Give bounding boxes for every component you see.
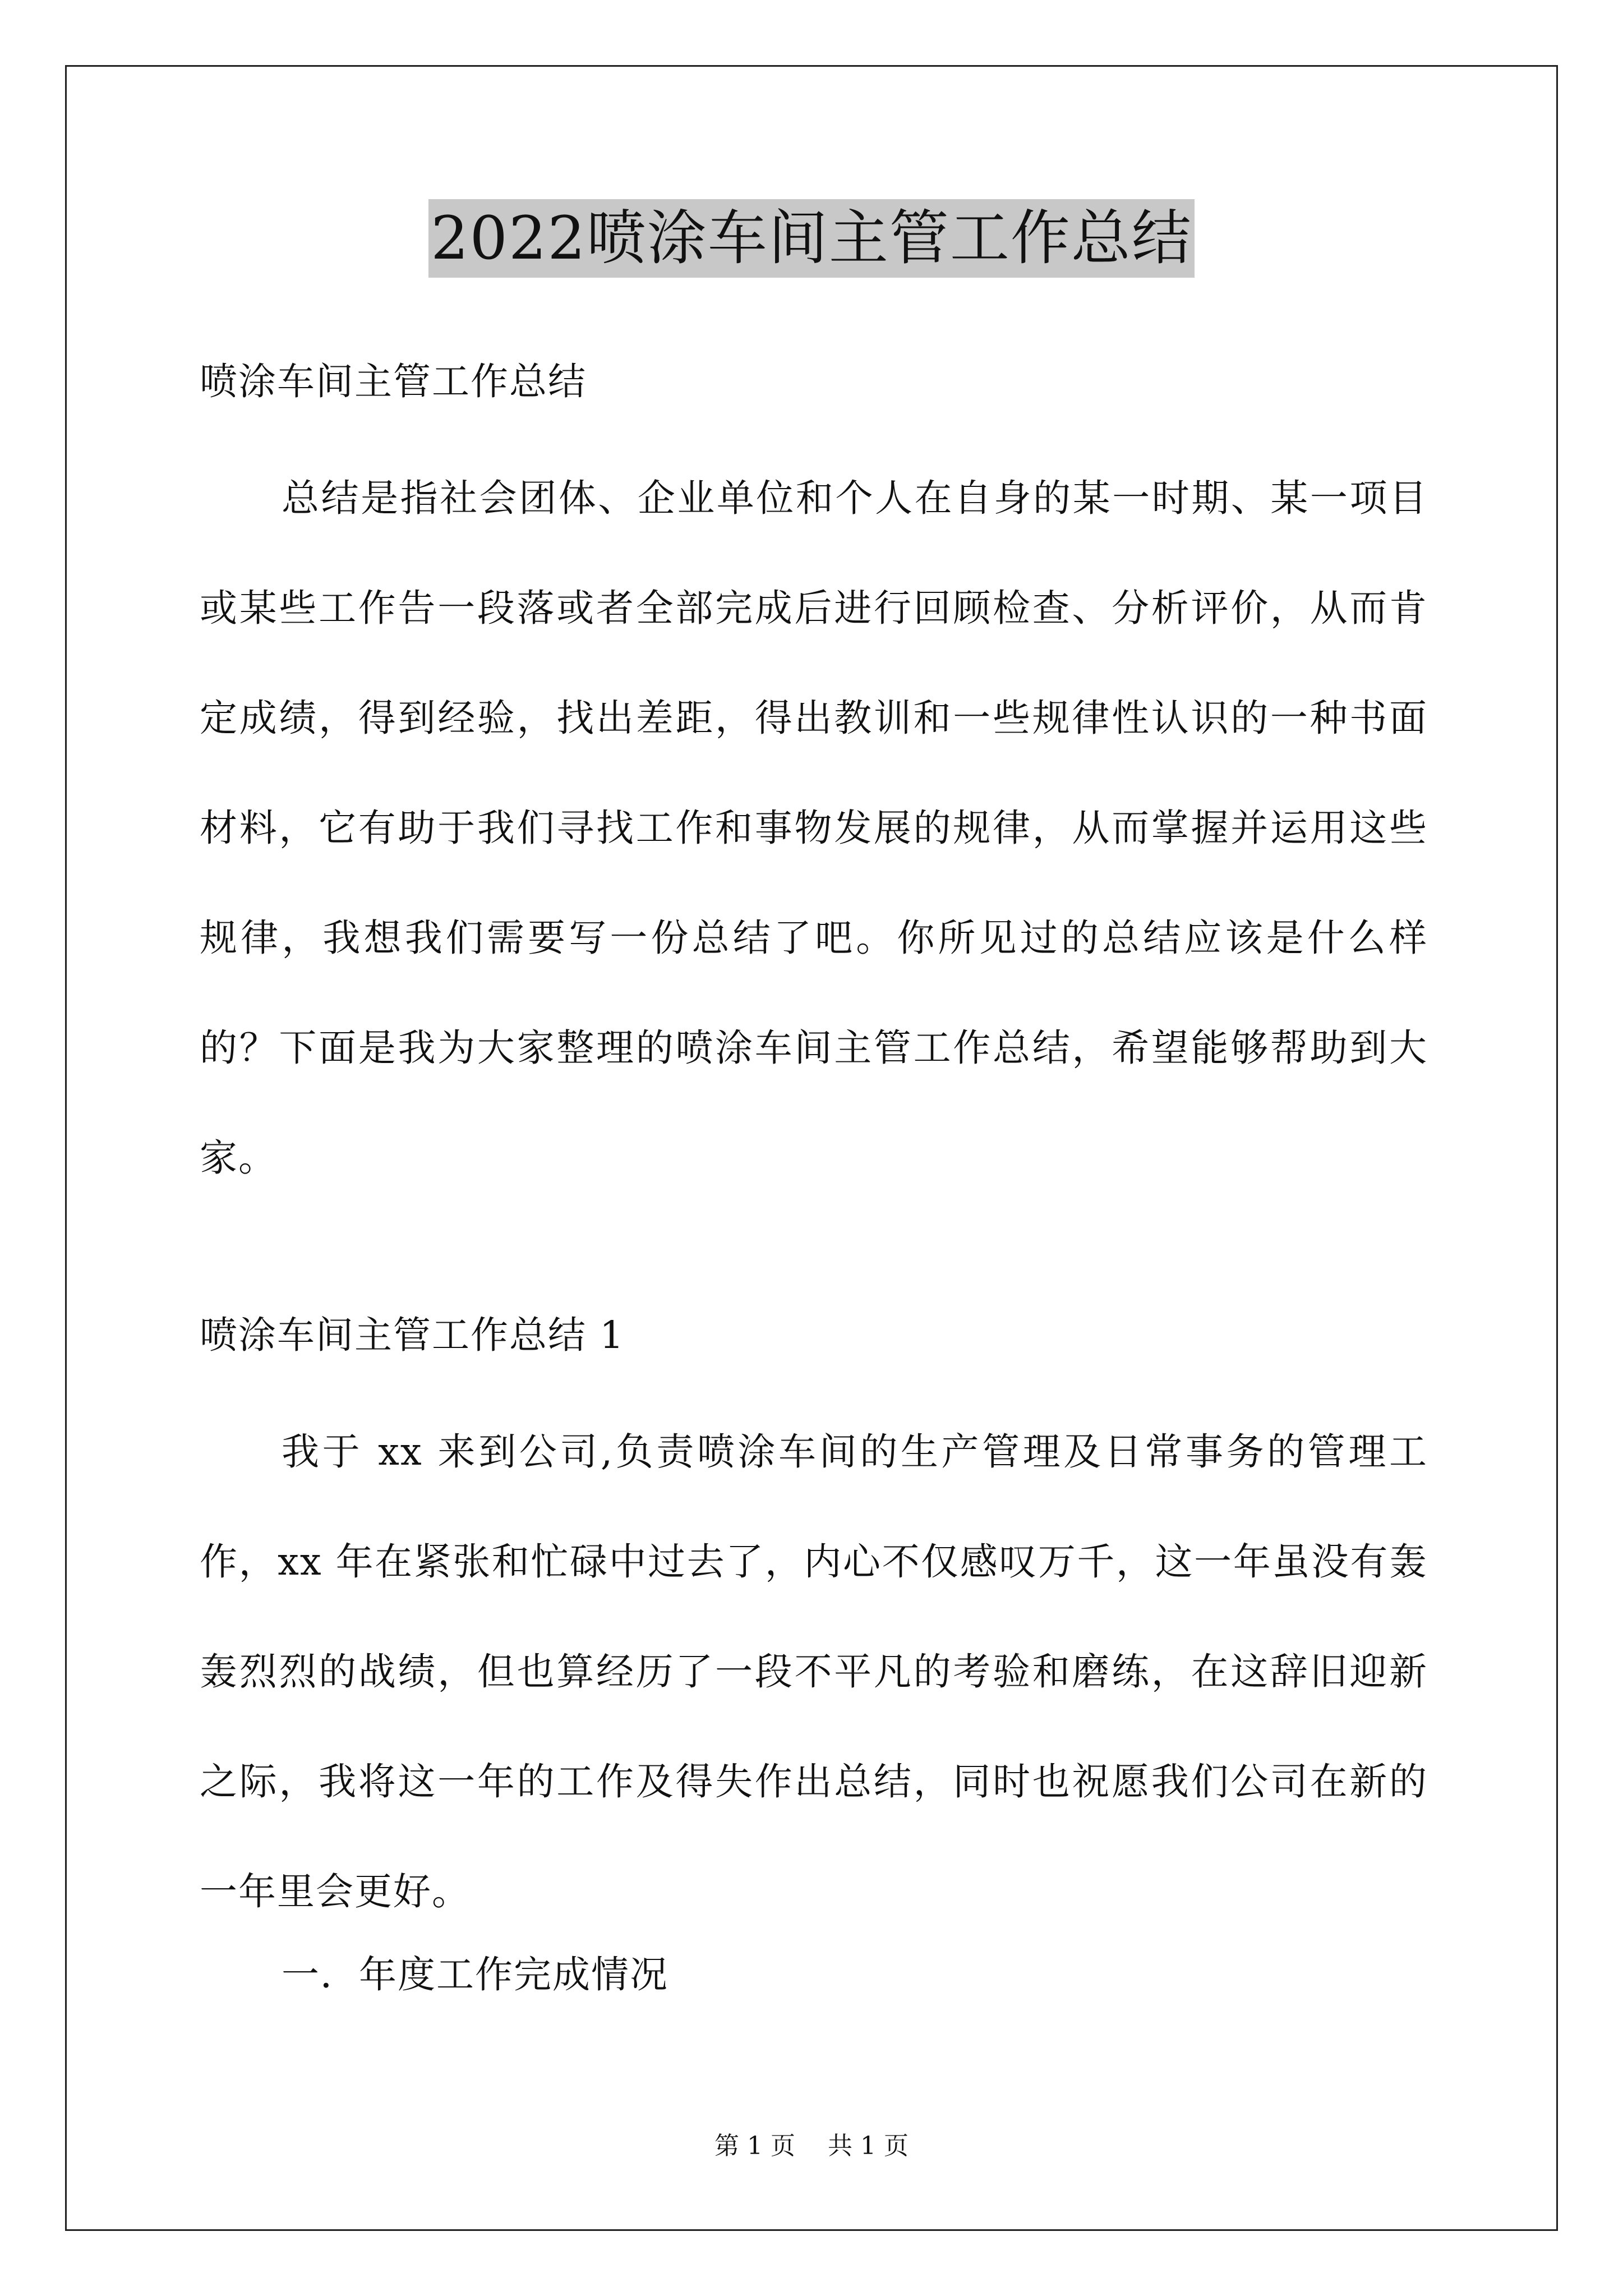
page-number-current: 第 1 页 bbox=[714, 2132, 795, 2160]
page-number-total: 共 1 页 bbox=[828, 2132, 909, 2160]
title-container bbox=[0, 199, 1623, 278]
intro-paragraph: 总结是指社会团体、企业单位和个人在自身的某一时期、某一项目或某些工作告一段落或者全部完成后进行回顾检查、分析评价，从而肯定成绩，得到经验，找出差距，得出教训和一些规律性认识的一种书面材料，它有助于我们寻找工作和事物发展的规律，从而掌握并运用这些规律，我想我们需要写一份总结了吧。你所见过的总结应该是什么样的？下面是我为大家整理的喷涂车间主管工作总结，希望能够帮助到大家。 bbox=[200, 476, 1428, 1180]
section1-paragraph-block bbox=[200, 1397, 1428, 1947]
intro-paragraph-block bbox=[200, 443, 1428, 1213]
heading-annual-work: 一．年度工作完成情况 bbox=[282, 1953, 668, 1996]
subtitle-summary-1: 喷涂车间主管工作总结 1 bbox=[200, 1313, 625, 1357]
section1-paragraph: 我于 xx 来到公司,负责喷涂车间的生产管理及日常事务的管理工作，xx 年在紧张和忙碌中过去了，内心不仅感叹万千，这一年虽没有轰轰烈烈的战绩，但也算经历了一段不平凡的考验和磨练，在这辞旧迎新之际，我将这一年的工作及得失作出总结，同时也祝愿我们公司在新的一年里会更好。 bbox=[200, 1430, 1428, 1913]
document-title: 2022喷涂车间主管工作总结 bbox=[428, 199, 1195, 278]
subtitle-summary: 喷涂车间主管工作总结 bbox=[200, 360, 587, 403]
page-footer bbox=[0, 2129, 1623, 2163]
